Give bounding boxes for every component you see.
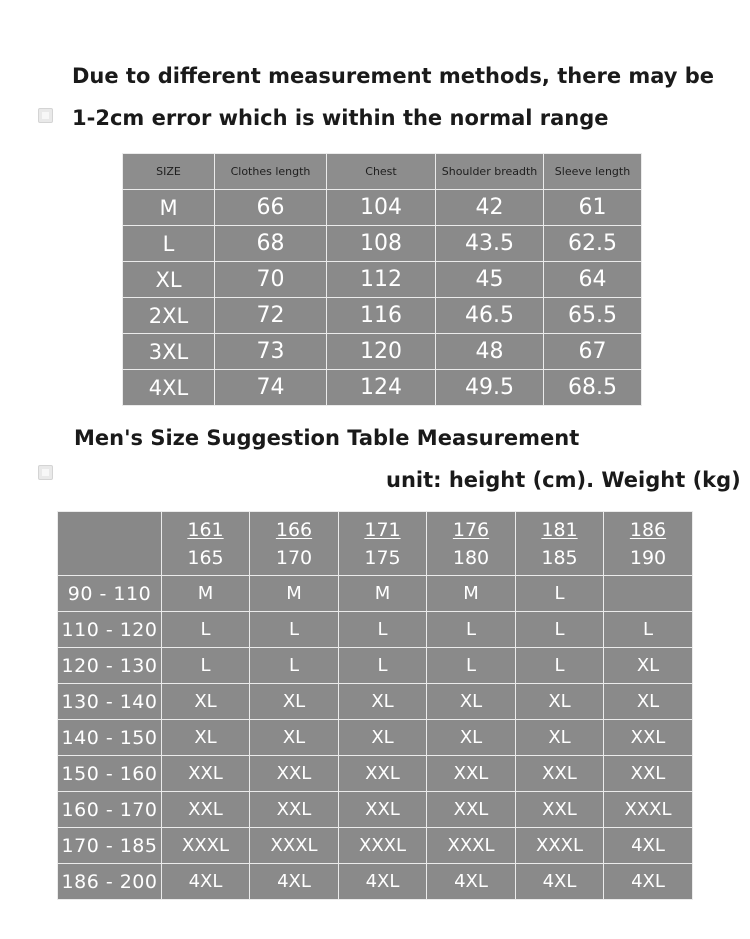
size-cell: XL <box>250 720 339 756</box>
size-cell: XL <box>604 648 693 684</box>
header-size: SIZE <box>123 154 215 190</box>
size-cell: XXL <box>604 720 693 756</box>
header-chest: Chest <box>327 154 436 190</box>
sleeve-value: 64 <box>544 262 642 298</box>
size-cell: XXL <box>427 792 516 828</box>
height-range: 181 185 <box>516 512 604 576</box>
chest-value: 108 <box>327 226 436 262</box>
size-cell: 4XL <box>516 864 604 900</box>
size-cell: 4XL <box>604 864 693 900</box>
size-cell: L <box>604 612 693 648</box>
shoulder-value: 42 <box>436 190 544 226</box>
table-row <box>58 864 693 900</box>
bullet-icon <box>38 465 53 480</box>
clothes-length-value: 70 <box>215 262 327 298</box>
table-row <box>58 684 693 720</box>
size-cell: M <box>162 576 250 612</box>
height-range: 166 170 <box>250 512 339 576</box>
size-cell: L <box>427 648 516 684</box>
table-row <box>58 648 693 684</box>
weight-range: 120 - 130 <box>58 648 162 684</box>
size-cell: L <box>162 648 250 684</box>
clothes-length-value: 72 <box>215 298 327 334</box>
height-range: 186 190 <box>604 512 693 576</box>
weight-range: 110 - 120 <box>58 612 162 648</box>
size-cell: 4XL <box>250 864 339 900</box>
size-suggestion-table <box>57 511 693 900</box>
size-cell: XXL <box>162 756 250 792</box>
size-cell: XXL <box>162 792 250 828</box>
header-shoulder-breadth: Shoulder breadth <box>436 154 544 190</box>
size-cell: M <box>339 576 427 612</box>
table-row <box>123 226 642 262</box>
size-cell: 4XL <box>339 864 427 900</box>
shoulder-value: 49.5 <box>436 370 544 406</box>
clothes-length-value: 74 <box>215 370 327 406</box>
table-row <box>123 262 642 298</box>
size-cell: XXXL <box>339 828 427 864</box>
size-measurement-table <box>122 153 642 406</box>
table-row <box>58 720 693 756</box>
size-label: L <box>123 226 215 262</box>
size-label: 2XL <box>123 298 215 334</box>
size-cell: M <box>427 576 516 612</box>
weight-range: 150 - 160 <box>58 756 162 792</box>
bullet-icon <box>38 108 53 123</box>
table-row <box>123 370 642 406</box>
chest-value: 104 <box>327 190 436 226</box>
size-cell: XXXL <box>250 828 339 864</box>
sleeve-value: 68.5 <box>544 370 642 406</box>
header-clothes-length: Clothes length <box>215 154 327 190</box>
size-cell: L <box>427 612 516 648</box>
sleeve-value: 61 <box>544 190 642 226</box>
unit-note: unit: height (cm). Weight (kg) <box>386 468 741 492</box>
corner-cell <box>58 512 162 576</box>
notice-line-1: Due to different measurement methods, there may be <box>72 64 715 88</box>
size-label: 3XL <box>123 334 215 370</box>
size-cell: L <box>339 648 427 684</box>
sleeve-value: 65.5 <box>544 298 642 334</box>
clothes-length-value: 68 <box>215 226 327 262</box>
shoulder-value: 45 <box>436 262 544 298</box>
size-cell: XXXL <box>427 828 516 864</box>
chest-value: 112 <box>327 262 436 298</box>
table-row <box>123 298 642 334</box>
height-range: 161 165 <box>162 512 250 576</box>
size-cell: XL <box>427 720 516 756</box>
table-row <box>58 792 693 828</box>
table-row <box>123 190 642 226</box>
shoulder-value: 43.5 <box>436 226 544 262</box>
size-cell: M <box>250 576 339 612</box>
notice-line-2: 1-2cm error which is within the normal range <box>72 106 609 130</box>
size-cell: XL <box>339 684 427 720</box>
size-cell: XXL <box>250 792 339 828</box>
size-cell: XL <box>162 720 250 756</box>
size-cell: L <box>250 648 339 684</box>
weight-range: 160 - 170 <box>58 792 162 828</box>
size-cell: XL <box>339 720 427 756</box>
size-cell: XL <box>162 684 250 720</box>
suggestion-title: Men's Size Suggestion Table Measurement <box>74 426 580 450</box>
size-cell: L <box>339 612 427 648</box>
weight-range: 140 - 150 <box>58 720 162 756</box>
size-cell: XXL <box>250 756 339 792</box>
size-cell: 4XL <box>604 828 693 864</box>
chest-value: 116 <box>327 298 436 334</box>
chest-value: 120 <box>327 334 436 370</box>
size-cell: XXL <box>339 792 427 828</box>
size-cell: XL <box>516 684 604 720</box>
size-cell: XXL <box>516 792 604 828</box>
weight-range: 186 - 200 <box>58 864 162 900</box>
size-label: XL <box>123 262 215 298</box>
table-row <box>58 612 693 648</box>
table-row <box>58 828 693 864</box>
chest-value: 124 <box>327 370 436 406</box>
size-cell: XL <box>427 684 516 720</box>
size-cell: XXL <box>604 756 693 792</box>
table-row <box>58 576 693 612</box>
height-header-row <box>58 512 693 576</box>
clothes-length-value: 73 <box>215 334 327 370</box>
table-row <box>58 756 693 792</box>
size-cell: L <box>162 612 250 648</box>
size-cell: 4XL <box>427 864 516 900</box>
size-cell: XXL <box>427 756 516 792</box>
size-label: 4XL <box>123 370 215 406</box>
size-cell: XXL <box>516 756 604 792</box>
sleeve-value: 67 <box>544 334 642 370</box>
size-cell: XXXL <box>162 828 250 864</box>
size-cell: XXL <box>339 756 427 792</box>
size-table-header-row <box>123 154 642 190</box>
shoulder-value: 48 <box>436 334 544 370</box>
shoulder-value: 46.5 <box>436 298 544 334</box>
size-cell: XL <box>604 684 693 720</box>
weight-range: 90 - 110 <box>58 576 162 612</box>
size-cell <box>604 576 693 612</box>
weight-range: 170 - 185 <box>58 828 162 864</box>
height-range: 176 180 <box>427 512 516 576</box>
size-cell: L <box>516 612 604 648</box>
size-cell: L <box>516 648 604 684</box>
clothes-length-value: 66 <box>215 190 327 226</box>
size-label: M <box>123 190 215 226</box>
size-cell: XXXL <box>604 792 693 828</box>
height-range: 171 175 <box>339 512 427 576</box>
header-sleeve-length: Sleeve length <box>544 154 642 190</box>
size-cell: XL <box>250 684 339 720</box>
weight-range: 130 - 140 <box>58 684 162 720</box>
table-row <box>123 334 642 370</box>
size-cell: L <box>516 576 604 612</box>
size-cell: 4XL <box>162 864 250 900</box>
size-cell: XXXL <box>516 828 604 864</box>
size-cell: XL <box>516 720 604 756</box>
size-cell: L <box>250 612 339 648</box>
sleeve-value: 62.5 <box>544 226 642 262</box>
